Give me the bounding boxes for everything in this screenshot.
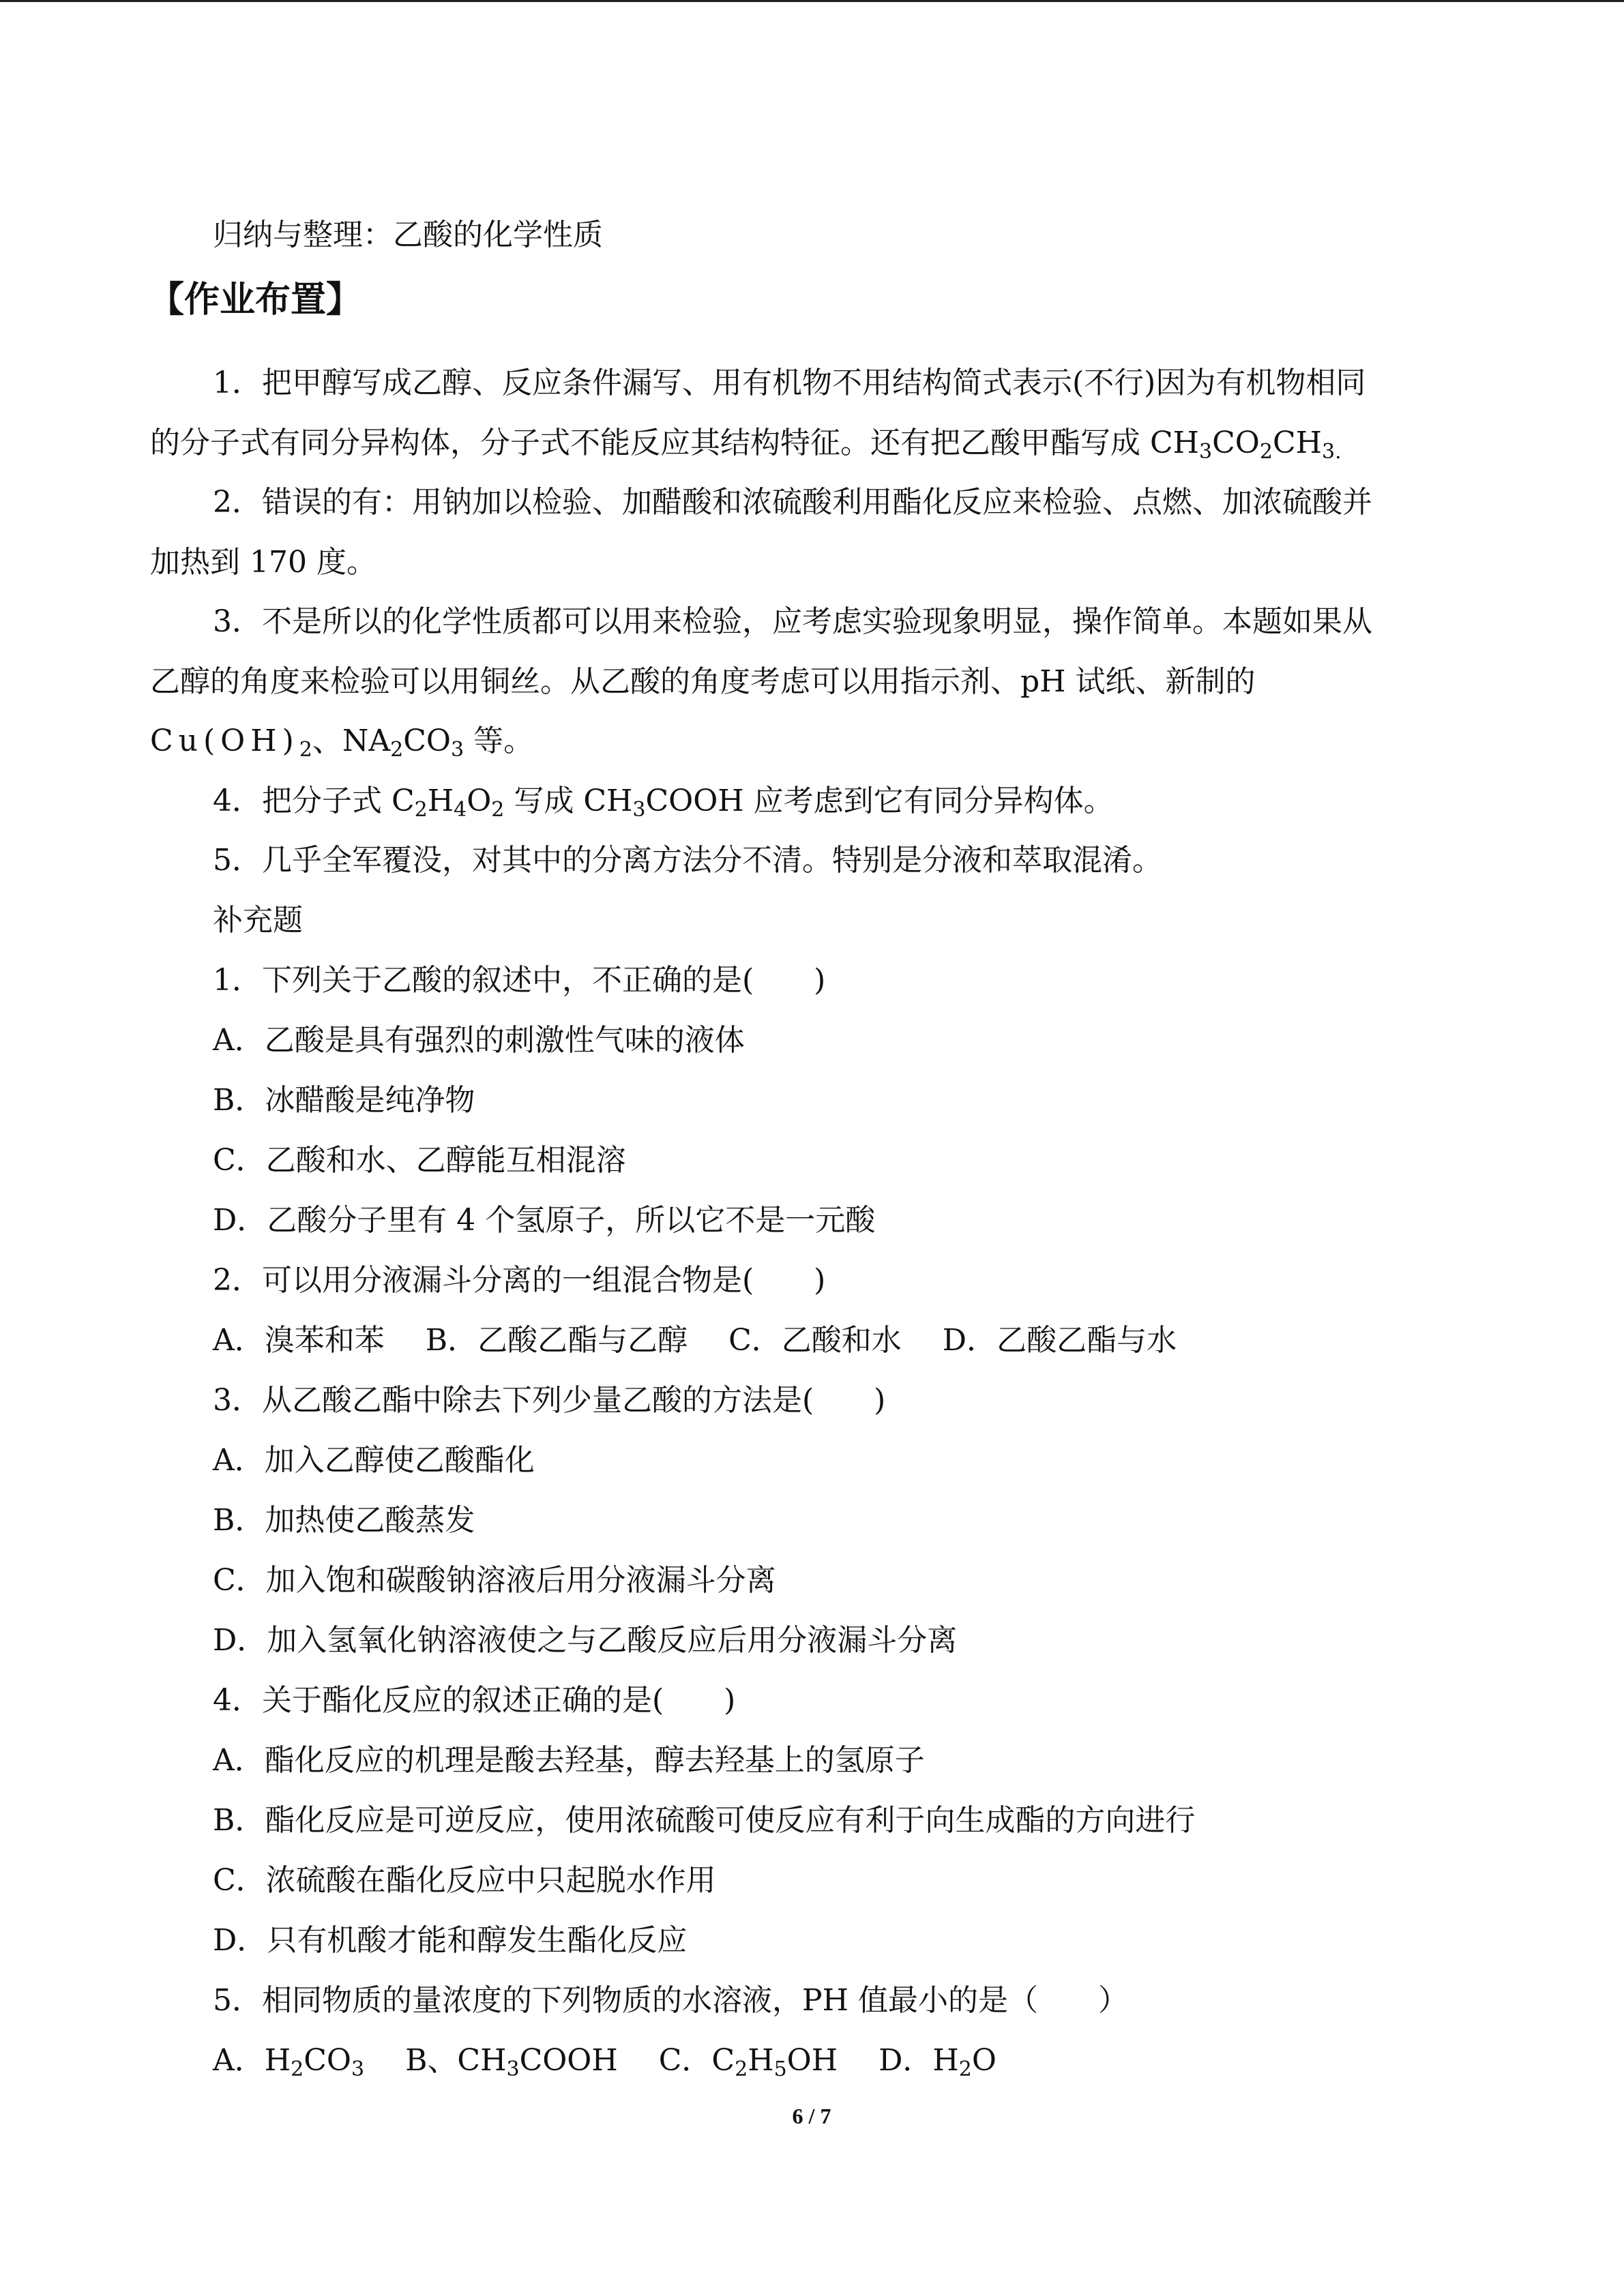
- question-4-option-a: A．酯化反应的机理是酸去羟基，醇去羟基上的氢原子: [213, 1743, 925, 1778]
- question-3-option-a: A．加入乙醇使乙酸酯化: [213, 1443, 535, 1478]
- homework-item-3-line-2: 乙醇的角度来检验可以用铜丝。从乙酸的角度考虑可以用指示剂、pH 试纸、新制的: [150, 664, 1256, 699]
- question-2-options: [213, 1320, 1177, 1361]
- question-2-option-a: A．溴苯和苯: [213, 1323, 385, 1358]
- question-5-option-b: B、$CH_3COOH$: [405, 2043, 618, 2081]
- question-1-option-a: A．乙酸是具有强烈的刺激性气味的液体: [213, 1023, 745, 1058]
- question-4-option-d: D．只有机酸才能和醇发生酯化反应: [213, 1923, 688, 1958]
- homework-item-3-line-1: 3．不是所以的化学性质都可以用来检验，应考虑实验现象明显，操作简单。本题如果从: [213, 604, 1372, 639]
- homework-item-2-line-2: 加热到 170 度。: [150, 545, 377, 580]
- question-5-option-a: A．$H_2CO_3$: [213, 2043, 365, 2081]
- supplement-title: 补充题: [213, 903, 303, 938]
- question-3-option-b: B．加热使乙酸蒸发: [213, 1503, 475, 1538]
- homework-item-3-line-3: $Cu(OH)_2$、$NA_2CO_3$ 等。: [150, 724, 534, 762]
- homework-item-2-line-1: 2．错误的有：用钠加以检验、加醋酸和浓硫酸利用酯化反应来检验、点燃、加浓硫酸并: [213, 485, 1372, 520]
- question-2-option-c: C．乙酸和水: [728, 1323, 902, 1358]
- question-1-option-c: C．乙酸和水、乙醇能互相混溶: [213, 1143, 626, 1178]
- question-1-stem: 1．下列关于乙酸的叙述中，不正确的是( ): [213, 963, 826, 998]
- question-2-option-d: D．乙酸乙酯与水: [942, 1323, 1177, 1358]
- question-3-stem: 3．从乙酸乙酯中除去下列少量乙酸的方法是( ): [213, 1383, 886, 1418]
- homework-item-4: 4．把分子式 $C_2H_4O_2$ 写成 $CH_3COOH$ 应考虑到它有同分异构体。: [213, 784, 1114, 822]
- question-4-option-b: B．酯化反应是可逆反应，使用浓硫酸可使反应有利于向生成酯的方向进行: [213, 1803, 1196, 1838]
- question-4-option-c: C．浓硫酸在酯化反应中只起脱水作用: [213, 1863, 716, 1898]
- homework-item-1-line-1: 1．把甲醇写成乙醇、反应条件漏写、用有机物不用结构简式表示(不行)因为有机物相同: [213, 366, 1366, 400]
- question-2-option-b: B．乙酸乙酯与乙醇: [425, 1323, 688, 1358]
- question-5-option-c: C．$C_2H_5OH$: [658, 2043, 838, 2081]
- question-2-stem: 2．可以用分液漏斗分离的一组混合物是( ): [213, 1263, 826, 1298]
- page-number: 6 / 7: [792, 2104, 831, 2128]
- question-3-option-d: D．加入氢氧化钠溶液使之与乙酸反应后用分液漏斗分离: [213, 1623, 958, 1658]
- question-5-option-d: D．$H_2O$: [879, 2043, 996, 2081]
- question-5-options: [213, 2040, 996, 2081]
- homework-item-5: 5．几乎全军覆没，对其中的分离方法分不清。特别是分液和萃取混淆。: [213, 843, 1162, 878]
- question-3-option-c: C．加入饱和碳酸钠溶液后用分液漏斗分离: [213, 1563, 776, 1598]
- summary-line: 归纳与整理：乙酸的化学性质: [213, 218, 603, 252]
- section-title: 【作业布置】: [149, 280, 362, 320]
- question-5-stem: 5．相同物质的量浓度的下列物质的水溶液，PH 值最小的是（ ）: [213, 1983, 1128, 2018]
- question-1-option-b: B．冰醋酸是纯净物: [213, 1083, 475, 1118]
- question-1-option-d: D．乙酸分子里有 4 个氢原子，所以它不是一元酸: [213, 1203, 876, 1238]
- question-4-stem: 4．关于酯化反应的叙述正确的是( ): [213, 1683, 736, 1718]
- homework-item-1-line-2: 的分子式有同分异构体，分子式不能反应其结构特征。还有把乙酸甲酯写成 $CH_3CO_2CH_{3.}$: [150, 426, 1342, 464]
